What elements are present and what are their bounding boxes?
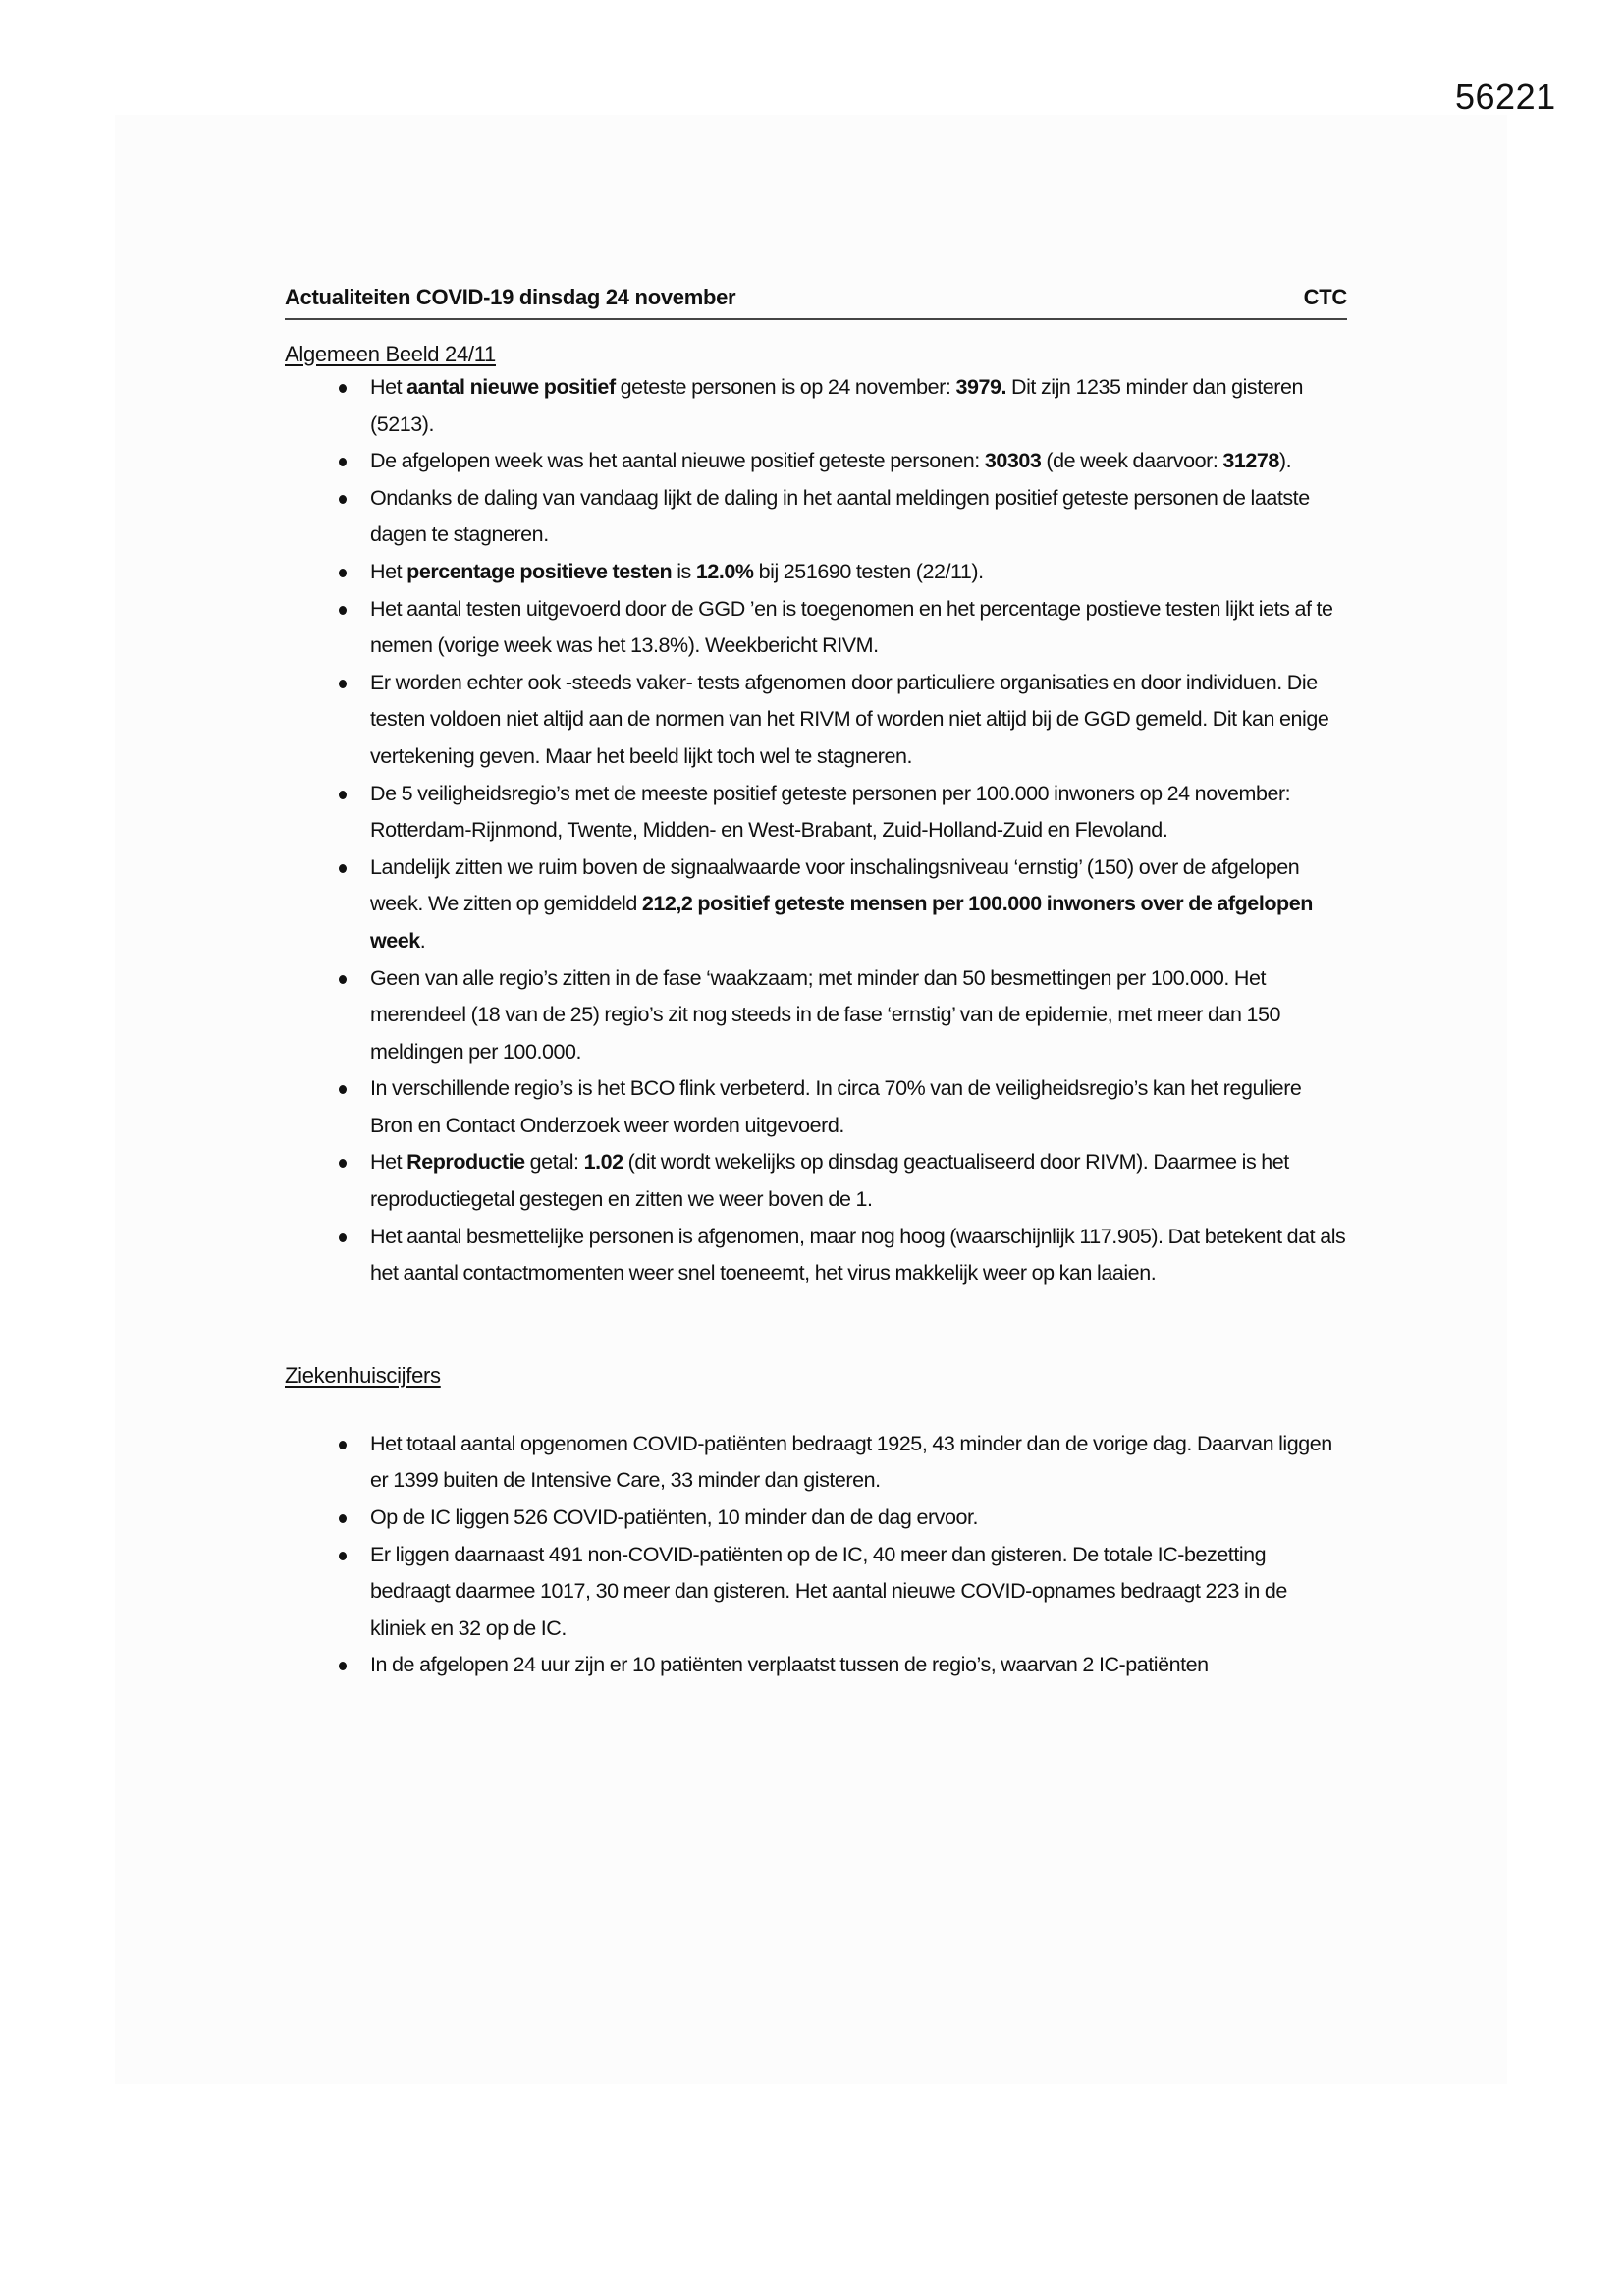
list-item [285, 480, 1347, 554]
text: (dit wordt wekelijks op dinsdag geactualiseerd door RIVM). Daarmee is het reproductiegetal gestegen en zitten we weer boven de 1. [370, 1150, 1289, 1212]
text: Dit zijn 1235 minder dan gisteren (5213). [370, 375, 1303, 436]
text: Landelijk zitten we ruim boven de signaalwaarde voor inschalingsniveau ‘ernstig’ (150) over de afgelopen week. We zitten op gemiddeld [370, 854, 1300, 916]
text: In verschillende regio’s is het BCO flink verbeterd. In circa 70% van de veiligheidsregio’s kan het reguliere Bron en Contact Onderzoek weer worden uitgevoerd. [370, 1076, 1302, 1137]
bold-text: aantal nieuwe positief [406, 375, 616, 399]
list-item [285, 1500, 1347, 1537]
bold-text: 31278 [1222, 449, 1279, 473]
list-item [285, 1144, 1347, 1218]
text: ). [1278, 449, 1292, 473]
text: Geen van alle regio’s zitten in de fase ‘waakzaam; met minder dan 50 besmettingen per 100.000. Het merendeel (18 van de 25) regio’s zit nog steeds in de fase ‘ernstig’ van de epidemie, met meer dan 150 meldingen per 100.000. [370, 965, 1281, 1064]
document-title: Actualiteiten COVID-19 dinsdag 24 november [285, 285, 736, 309]
document-page [285, 285, 1347, 1684]
bold-text: Reproductie [406, 1150, 525, 1175]
text: Het aantal testen uitgevoerd door de GGD ’en is toegenomen en het percentage postieve testen lijkt iets af te nemen (vorige week was het 13.8%). Weekbericht RIVM. [370, 596, 1333, 658]
list-item [285, 1537, 1347, 1648]
bold-text: 12.0% [695, 559, 754, 583]
list-item [285, 369, 1347, 443]
text: De afgelopen week was het aantal nieuwe positief geteste personen: [370, 449, 985, 473]
text: (de week daarvoor: [1041, 449, 1223, 473]
list-item [285, 1647, 1347, 1684]
text: Het aantal besmettelijke personen is afgenomen, maar nog hoog (waarschijnlijk 117.905). Dat betekent dat als het aantal contactmomenten weer snel toeneemt, het virus makkelijk weer op kan laaien. [370, 1224, 1346, 1285]
text: Ondanks de daling van vandaag lijkt de daling in het aantal meldingen positief geteste personen de laatste dagen te stagneren. [370, 485, 1310, 547]
list-item [285, 1426, 1347, 1500]
list-item [285, 776, 1347, 849]
text: De 5 veiligheidsregio’s met de meeste positief geteste personen per 100.000 inwoners op 24 november: Rotterdam-Rijnmond, Twente, Midden- en West-Brabant, Zuid-Holland-Zuid en Flevoland. [370, 781, 1291, 843]
list-item [285, 665, 1347, 776]
algemeen-beeld-list [285, 369, 1347, 1292]
list-item [285, 554, 1347, 591]
document-header [285, 285, 1347, 320]
list-item [285, 849, 1347, 960]
list-item [285, 960, 1347, 1071]
list-item [285, 1219, 1347, 1292]
text: bij 251690 testen (22/11). [753, 559, 984, 583]
text: Het [370, 1150, 407, 1175]
text: . [419, 928, 426, 953]
text: Op de IC liggen 526 COVID-patiënten, 10 minder dan de dag ervoor. [370, 1505, 979, 1530]
list-item [285, 1070, 1347, 1144]
text: is [672, 559, 696, 583]
ziekenhuiscijfers-list [285, 1426, 1347, 1684]
text: Het [370, 375, 407, 399]
text: In de afgelopen 24 uur zijn er 10 patiënten verplaatst tussen de regio’s, waarvan 2 IC-patiënten [370, 1653, 1209, 1677]
bold-text: percentage positieve testen [406, 559, 673, 583]
text: getal: [524, 1150, 584, 1175]
text: Er worden echter ook -steeds vaker- tests afgenomen door particuliere organisaties en door individuen. Die testen voldoen niet altijd aan de normen van het RIVM of worden niet altijd bij de GGD gemeld. Dit kan enige vertekening geven. Maar het beeld lijkt toch wel te stagneren. [370, 670, 1329, 768]
section-title-ziekenhuiscijfers: Ziekenhuiscijfers [285, 1362, 441, 1388]
document-number: 56221 [1455, 77, 1556, 117]
organization-label: CTC [1303, 285, 1347, 309]
list-item [285, 591, 1347, 665]
section-title-algemeen-beeld: Algemeen Beeld 24/11 [285, 342, 496, 366]
bold-text: 30303 [984, 449, 1042, 473]
bold-text: 212,2 positief geteste mensen per 100.000 inwoners over de afgelopen week [370, 892, 1313, 953]
text: Het [370, 559, 407, 583]
text: geteste personen is op 24 november: [615, 375, 956, 399]
text: Het totaal aantal opgenomen COVID-patiënten bedraagt 1925, 43 minder dan de vorige dag. Daarvan liggen er 1399 buiten de Intensive Care, 33 minder dan gisteren. [370, 1431, 1332, 1493]
bold-text: 1.02 [583, 1150, 623, 1175]
text: Er liggen daarnaast 491 non-COVID-patiënten op de IC, 40 meer dan gisteren. De totale IC-bezetting bedraagt daarmee 1017, 30 meer dan gisteren. Het aantal nieuwe COVID-opnames bedraagt 223 in de kliniek en 32 op de IC. [370, 1542, 1287, 1640]
bold-text: 3979. [955, 375, 1006, 399]
list-item [285, 443, 1347, 480]
